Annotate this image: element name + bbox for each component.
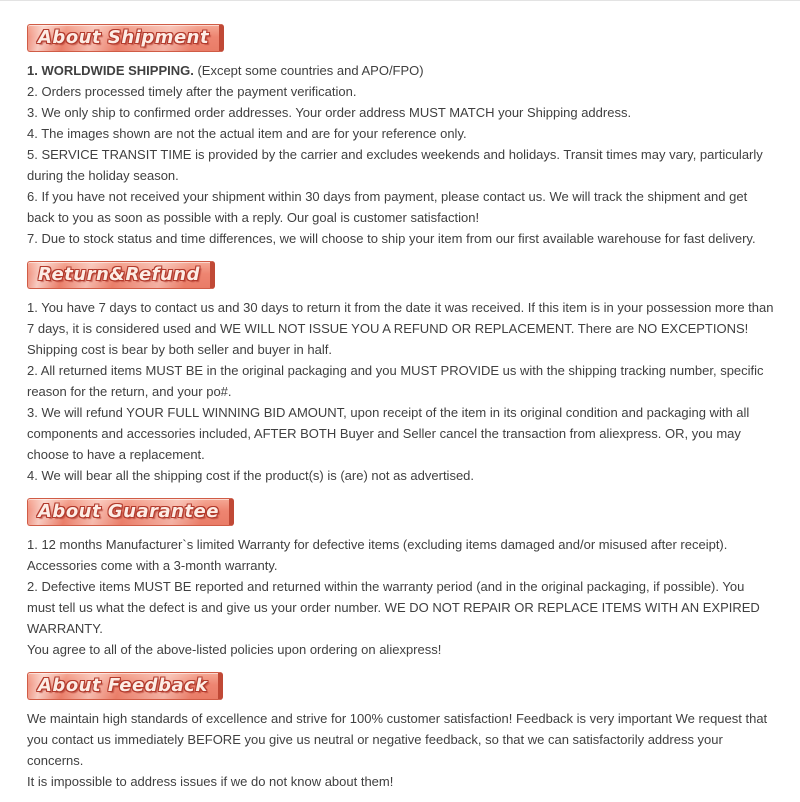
section-body: [27, 297, 776, 486]
section-header-badge: About Shipment: [27, 24, 224, 52]
policy-item: 7. Due to stock status and time differences, we will choose to ship your item from our first available warehouse for fast delivery.: [27, 231, 756, 246]
policy-item: 4. We will bear all the shipping cost if the product(s) is (are) not as advertised.: [27, 468, 475, 483]
policy-item: 3. We only ship to confirmed order addresses. Your order address MUST MATCH your Shipping address.: [27, 105, 632, 120]
section-header-badge: About Guarantee: [27, 498, 234, 526]
section-body: [27, 60, 776, 249]
policy-item: 2. Defective items MUST BE reported and returned within the warranty period (and in the original packaging, if possible). You must tell us what the defect is and give us your order number. WE DO NOT REPAIR OR REPLACE ITEMS WITH AN EXPIRED WARRANTY.: [27, 579, 760, 636]
section-body: [27, 534, 776, 660]
section-about-feedback: [27, 672, 776, 792]
policy-item: [27, 60, 776, 81]
policy-item: 4. The images shown are not the actual item and are for your reference only.: [27, 126, 467, 141]
policy-item: You agree to all of the above-listed policies upon ordering on aliexpress!: [27, 642, 442, 657]
section-about-shipment: [27, 24, 776, 249]
policy-item: 1. 12 months Manufacturer`s limited Warranty for defective items (excluding items damaged and/or misused after receipt). Accessories come with a 3-month warranty.: [27, 537, 728, 573]
section-header-badge: About Feedback: [27, 672, 223, 700]
policy-item: 2. All returned items MUST BE in the original packaging and you MUST PROVIDE us with the shipping tracking number, specific reason for the return, and your po#.: [27, 363, 764, 399]
policy-item: 5. SERVICE TRANSIT TIME is provided by the carrier and excludes weekends and holidays. Transit times may vary, particularly during the holiday season.: [27, 147, 763, 183]
policy-item: 2. Orders processed timely after the payment verification.: [27, 84, 357, 99]
section-body: [27, 708, 776, 792]
section-about-guarantee: [27, 498, 776, 660]
policy-item: 1. You have 7 days to contact us and 30 days to return it from the date it was received. If this item is in your possession more than 7 days, it is considered used and WE WILL NOT ISSUE YOU A REFUND OR REPLACEMENT. There are NO EXCEPTIONS! Shipping cost is bear by both seller and buyer in half.: [27, 300, 774, 357]
section-return-refund: [27, 261, 776, 486]
policy-item: 6. If you have not received your shipment within 30 days from payment, please contact us. We will track the shipment and get back to you as soon as possible with a reply. Our goal is customer satisfaction!: [27, 189, 748, 225]
policy-page: [0, 1, 800, 802]
policy-item: 3. We will refund YOUR FULL WINNING BID AMOUNT, upon receipt of the item in its original condition and packaging with all components and accessories included, AFTER BOTH Buyer and Seller cancel the transaction from aliexpress. OR, you may choose to have a replacement.: [27, 405, 750, 462]
section-header-badge: Return&Refund: [27, 261, 215, 289]
policy-item-lead: 1. WORLDWIDE SHIPPING.: [27, 63, 194, 78]
policy-item: It is impossible to address issues if we do not know about them!: [27, 774, 394, 789]
policy-item-text: (Except some countries and APO/FPO): [193, 63, 424, 78]
policy-item: We maintain high standards of excellence and strive for 100% customer satisfaction! Feedback is very important We request that you contact us immediately BEFORE you give us neutral or negative feedback, so that we can satisfactorily address your concerns.: [27, 711, 768, 768]
